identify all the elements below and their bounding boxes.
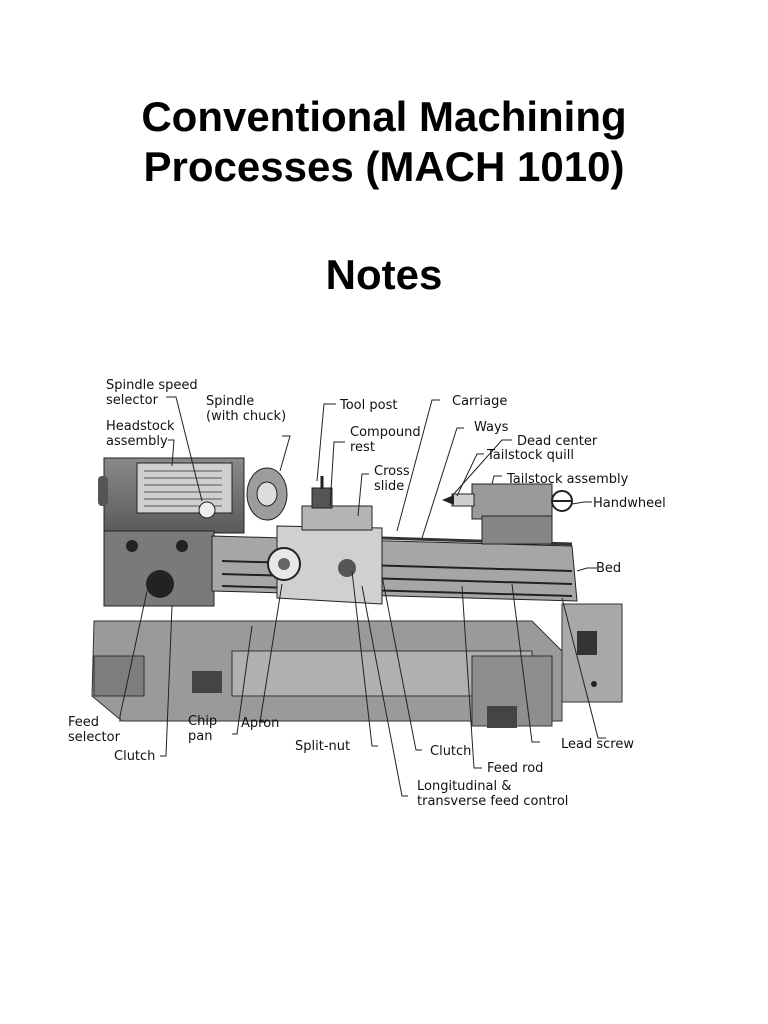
label-clutch-right: Clutch [430,744,472,759]
label-tailstock-assembly: Tailstock assembly [507,472,629,487]
title-line-2: Processes (MACH 1010) [143,143,625,190]
label-tool-post: Tool post [340,398,398,413]
label-chip-pan: Chip pan [188,714,218,744]
label-compound-rest: Compound rest [350,425,421,455]
label-split-nut: Split-nut [295,739,351,754]
chuck [247,468,287,520]
label-ways: Ways [474,420,509,435]
bed [212,536,577,601]
label-spindle-speed-selector: Spindle speed selector [106,378,198,408]
label-cross-slide: Cross slide [374,464,410,494]
document-title [0,92,768,192]
label-bed: Bed [596,561,622,576]
label-feed-rod: Feed rod [487,761,544,776]
tailstock [442,484,572,544]
label-dead-center: Dead center [517,434,598,449]
label-lead-screw: Lead screw [561,737,634,752]
label-headstock-assembly: Headstock assembly [106,419,175,449]
label-carriage: Carriage [452,394,508,409]
title-line-1: Conventional Machining [141,93,627,140]
label-feed-control: Longitudinal & transverse feed control [417,779,569,809]
label-handwheel: Handwheel [593,496,666,511]
label-clutch-left: Clutch [114,749,156,764]
label-tailstock-quill: Tailstock quill [487,448,574,463]
document-subtitle: Notes [325,251,443,298]
label-apron: Apron [241,716,280,731]
lathe-diagram [62,366,702,816]
label-feed-selector: Feed selector [68,715,120,745]
label-spindle: Spindle (with chuck) [206,394,287,424]
